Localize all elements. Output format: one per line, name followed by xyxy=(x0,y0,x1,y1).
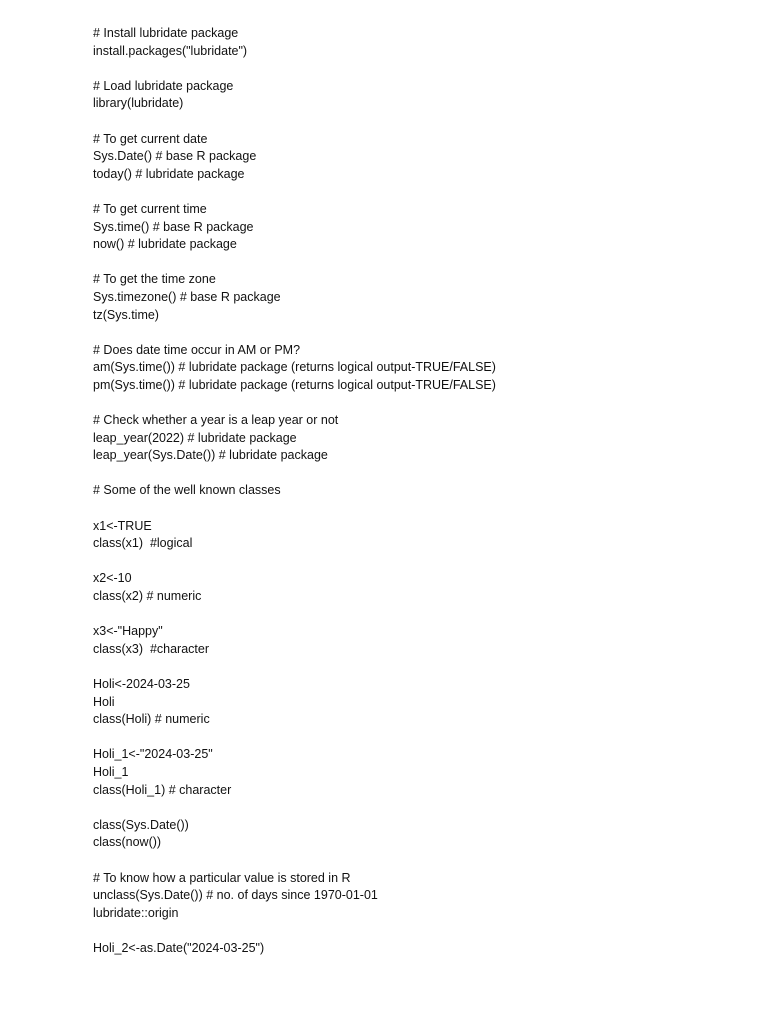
code-line: Holi_1 xyxy=(93,764,129,779)
code-line: x1<-TRUE xyxy=(93,518,152,533)
blank-line xyxy=(93,113,733,131)
comment-line: # To get the time zone xyxy=(93,272,216,287)
blank-line xyxy=(93,254,733,272)
code-line: Holi_2<-as.Date("2024-03-25") xyxy=(93,940,265,955)
code-line: leap_year(2022) # lubridate package xyxy=(93,430,297,445)
blank-line xyxy=(93,553,733,571)
code-line: Sys.Date() # base R package xyxy=(93,149,257,164)
code-line: class(Sys.Date()) xyxy=(93,817,189,832)
blank-line xyxy=(93,799,733,817)
comment-line: # To know how a particular value is stored in R xyxy=(93,870,351,885)
comment-line: # To get current time xyxy=(93,201,207,216)
comment-line: # Check whether a year is a leap year or not xyxy=(93,413,339,428)
code-line: Holi xyxy=(93,694,115,709)
code-line: Sys.timezone() # base R package xyxy=(93,289,281,304)
code-line: tz(Sys.time) xyxy=(93,307,159,322)
comment-line: # Some of the well known classes xyxy=(93,483,281,498)
comment-line: # Load lubridate package xyxy=(93,78,234,93)
blank-line xyxy=(93,729,733,747)
code-line: unclass(Sys.Date()) # no. of days since 1970-01-01 xyxy=(93,888,378,903)
comment-line: # To get current date xyxy=(93,131,208,146)
comment-line: # Does date time occur in AM or PM? xyxy=(93,342,301,357)
code-line: library(lubridate) xyxy=(93,96,184,111)
code-line: am(Sys.time()) # lubridate package (returns logical output-TRUE/FALSE) xyxy=(93,360,496,375)
blank-line xyxy=(93,324,733,342)
code-line: today() # lubridate package xyxy=(93,166,245,181)
blank-line xyxy=(93,394,733,412)
blank-line xyxy=(93,465,733,483)
code-line: leap_year(Sys.Date()) # lubridate package xyxy=(93,448,328,463)
code-line: class(x2) # numeric xyxy=(93,589,202,603)
code-line: class(x3) #character xyxy=(93,641,210,656)
code-text-block xyxy=(93,25,733,957)
blank-line xyxy=(93,183,733,201)
blank-line xyxy=(93,852,733,870)
code-line: class(Holi) # numeric xyxy=(93,712,210,727)
code-line: install.packages("lubridate") xyxy=(93,43,248,58)
comment-line: # Install lubridate package xyxy=(93,26,239,40)
code-line: now() # lubridate package xyxy=(93,237,237,252)
code-line: Sys.time() # base R package xyxy=(93,219,254,234)
blank-line xyxy=(93,606,733,624)
code-line: pm(Sys.time()) # lubridate package (returns logical output-TRUE/FALSE) xyxy=(93,377,496,392)
blank-line xyxy=(93,658,733,676)
code-line: x3<-"Happy" xyxy=(93,624,163,639)
code-line: x2<-10 xyxy=(93,571,132,586)
blank-line xyxy=(93,500,733,518)
code-line: class(now()) xyxy=(93,835,162,850)
code-line: Holi<-2024-03-25 xyxy=(93,676,190,691)
blank-line xyxy=(93,60,733,78)
code-line: Holi_1<-"2024-03-25" xyxy=(93,747,213,762)
code-line: lubridate::origin xyxy=(93,905,179,920)
blank-line xyxy=(93,922,733,940)
code-line: class(x1) #logical xyxy=(93,536,193,551)
code-line: class(Holi_1) # character xyxy=(93,782,232,797)
